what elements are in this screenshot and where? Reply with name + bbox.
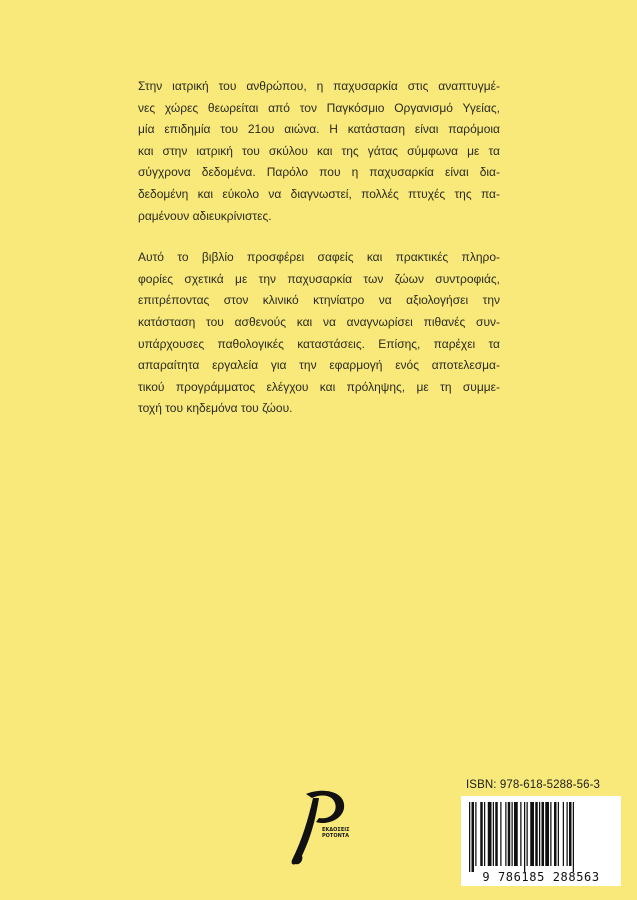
barcode-bar xyxy=(495,802,498,866)
blurb-line: Αυτό το βιβλίο προσφέρει σαφείς και πρακτικές πληρο- xyxy=(138,250,500,265)
barcode-bar xyxy=(535,802,538,866)
blurb-line: και στην ιατρική του σκύλου και της γάτας σύμφωνα με τα xyxy=(138,143,500,158)
barcode-bar xyxy=(488,802,492,866)
blurb-line: φορίες σχετικά με την παχυσαρκία των ζώων συντροφιάς, xyxy=(138,271,500,286)
barcode-bar xyxy=(558,802,559,866)
blurb-line: υπάρχουσες παθολογικές καταστάσεις. Επίσης, παρέχει τα xyxy=(138,336,500,351)
blurb-line: νες χώρες θεωρείται από τον Παγκόσμιο Οργανισμό Υγείας, xyxy=(138,100,500,115)
isbn-label: ISBN: 978-618-5288-56-3 xyxy=(466,779,600,791)
publisher-caption-line-1: ΕΚΔΟΣΕΙΣ xyxy=(322,827,350,833)
blurb-line: Στην ιατρική του ανθρώπου, η παχυσαρκία στις αναπτυγμέ- xyxy=(138,79,500,93)
barcode-bar xyxy=(508,802,511,866)
blurb-line: απαραίτητα εργαλεία για την εφαρμογή ενός αποτελεσμα- xyxy=(138,358,500,373)
barcode-bar xyxy=(567,802,568,866)
barcode-bar xyxy=(527,802,528,866)
barcode-bar xyxy=(545,802,549,866)
isbn-barcode xyxy=(461,796,621,886)
barcode-bars xyxy=(461,796,621,872)
barcode-bar xyxy=(484,802,485,866)
barcode-bar xyxy=(505,802,506,866)
barcode-bar xyxy=(493,802,494,866)
barcode-bar xyxy=(569,802,572,866)
blurb-line: κατάσταση του ασθενούς και να αναγνωρίσει πιθανές συν- xyxy=(138,314,500,329)
barcode-bar xyxy=(512,802,513,866)
barcode-bar xyxy=(563,802,564,866)
publisher-caption-line-2: ΡΟΤΟΝΤΑ xyxy=(322,833,350,839)
barcode-bar xyxy=(550,802,551,866)
barcode-bar xyxy=(542,802,545,866)
blurb-line: τικού προγράμματος ελέγχου και πρόληψης, με τη συμμε- xyxy=(138,379,500,394)
barcode-bar xyxy=(530,802,534,866)
blurb-line: τοχή του κηδεμόνα του ζώου. xyxy=(138,401,293,416)
blurb-line: δεδομένη και εύκολο να διαγνωστεί, πολλές πτυχές της πα- xyxy=(138,186,500,201)
barcode-bar xyxy=(524,802,525,872)
barcode-bar xyxy=(472,802,475,872)
barcode-bar xyxy=(469,802,470,872)
blurb-paragraph-2 xyxy=(138,247,500,420)
blurb-line: σύγχρονα δεδομένα. Παρόλο που η παχυσαρκία είναι δια- xyxy=(138,165,500,180)
barcode-bar xyxy=(573,802,574,872)
back-cover-blurb xyxy=(138,76,500,420)
barcode-bar xyxy=(514,802,518,866)
blurb-paragraph-1 xyxy=(138,76,500,227)
barcode-bar xyxy=(475,802,476,866)
barcode-digits: 9 786185 288563 xyxy=(482,870,600,884)
barcode-bar xyxy=(554,802,557,866)
blurb-line: μία επιδημία του 21ου αιώνα. Η κατάσταση είναι παρόμοια xyxy=(138,122,500,137)
barcode-bar xyxy=(539,802,540,866)
publisher-caption xyxy=(322,827,362,839)
barcode-bar xyxy=(500,802,501,866)
blurb-line: ραμένουν αδιευκρίνιστες. xyxy=(138,208,272,223)
barcode-bar xyxy=(520,802,521,866)
barcode-bar xyxy=(480,802,483,866)
blurb-line: επιτρέποντας στον κλινικό κτηνίατρο να αξιολογήσει την xyxy=(138,293,500,308)
